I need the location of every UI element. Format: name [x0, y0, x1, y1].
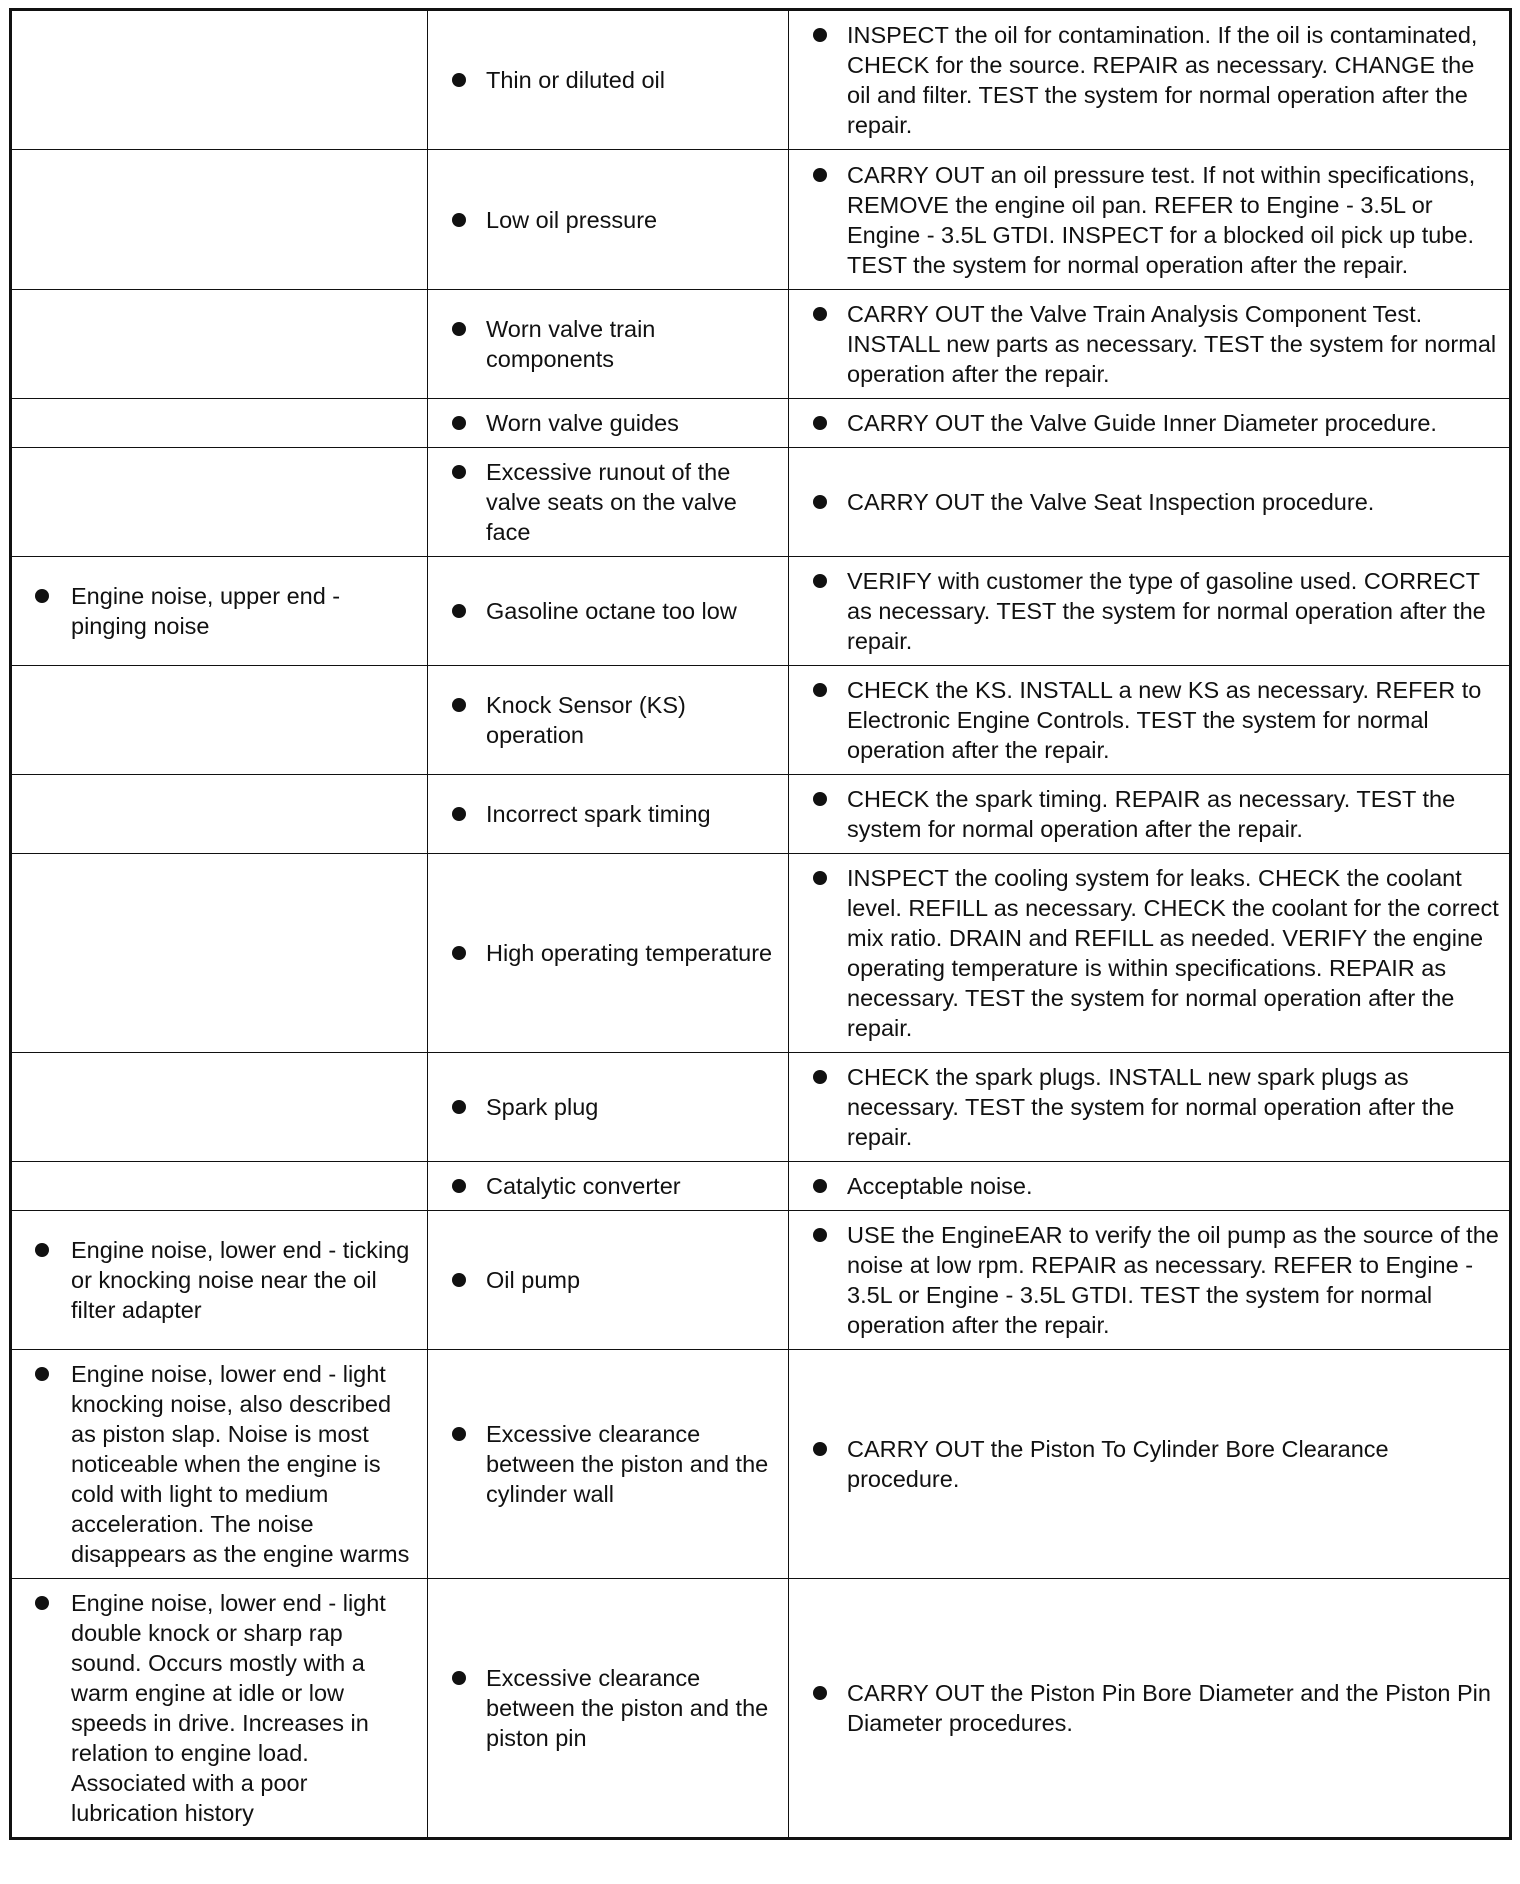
bullet-icon [452, 604, 466, 618]
bullet-icon [813, 28, 827, 42]
condition-content [12, 572, 427, 650]
possible-source-cell [428, 150, 789, 290]
possible-source-cell [428, 10, 789, 150]
possible-source-text: Oil pump [486, 1267, 581, 1293]
action-cell [789, 1162, 1511, 1211]
bullet-icon [452, 322, 466, 336]
bullet-item [428, 408, 782, 438]
bullet-item [12, 1235, 421, 1325]
condition-cell [11, 399, 428, 448]
bullet-icon [452, 807, 466, 821]
action-cell [789, 290, 1511, 399]
bullet-icon [452, 698, 466, 712]
action-cell [789, 448, 1511, 557]
condition-cell [11, 1579, 428, 1839]
condition-content [12, 1579, 427, 1837]
possible-source-content [428, 587, 788, 635]
table-row [11, 448, 1511, 557]
possible-source-content [428, 1654, 788, 1762]
action-content [789, 557, 1509, 665]
possible-source-content [428, 790, 788, 838]
bullet-item [789, 1171, 1503, 1201]
condition-cell [11, 448, 428, 557]
action-text: CARRY OUT an oil pressure test. If not within specifications, REMOVE the engine oil pan. REFER to Engine - 3.5L or Engine - 3.5L GTDI. INSPECT for a blocked oil pick up tube. TEST the system for normal operation after the repair. [847, 161, 1476, 278]
possible-source-content [428, 1083, 788, 1131]
bullet-icon [452, 416, 466, 430]
bullet-icon [813, 416, 827, 430]
condition-content [12, 1226, 427, 1334]
action-text: VERIFY with customer the type of gasoline used. CORRECT as necessary. TEST the system for normal operation after the repair. [847, 568, 1486, 654]
possible-source-content [428, 305, 788, 383]
condition-cell [11, 854, 428, 1053]
action-cell [789, 399, 1511, 448]
bullet-icon [813, 1442, 827, 1456]
bullet-item [789, 1220, 1503, 1340]
table-row [11, 1053, 1511, 1162]
table-row [11, 1211, 1511, 1350]
bullet-item [789, 160, 1503, 280]
bullet-icon [452, 73, 466, 87]
possible-source-text: Worn valve guides [486, 410, 679, 436]
condition-cell [11, 666, 428, 775]
action-cell [789, 854, 1511, 1053]
action-text: CARRY OUT the Piston To Cylinder Bore Clearance procedure. [847, 1436, 1389, 1492]
table-row [11, 290, 1511, 399]
bullet-icon [35, 1596, 49, 1610]
action-content [789, 11, 1509, 149]
condition-cell [11, 1350, 428, 1579]
bullet-item [428, 1171, 782, 1201]
bullet-icon [813, 1228, 827, 1242]
condition-cell [11, 10, 428, 150]
bullet-icon [813, 1686, 827, 1700]
action-cell [789, 1579, 1511, 1839]
condition-cell [11, 1162, 428, 1211]
table-row [11, 557, 1511, 666]
possible-source-text: Worn valve train components [486, 316, 656, 372]
possible-source-text: Gasoline octane too low [486, 598, 737, 624]
action-text: INSPECT the oil for contamination. If the oil is contaminated, CHECK for the source. REPAIR as necessary. CHANGE the oil and filter. TEST the system for normal operation after the repair. [847, 22, 1478, 138]
bullet-item [428, 690, 782, 750]
possible-source-text: Excessive runout of the valve seats on the valve face [486, 459, 737, 545]
bullet-icon [813, 168, 827, 182]
action-cell [789, 1053, 1511, 1162]
action-content [789, 1162, 1509, 1210]
bullet-icon [813, 683, 827, 697]
possible-source-content [428, 929, 788, 977]
possible-source-content [428, 681, 788, 759]
condition-text: Engine noise, upper end - pinging noise [71, 583, 341, 639]
bullet-icon [452, 1273, 466, 1287]
possible-source-cell [428, 399, 789, 448]
table-row [11, 399, 1511, 448]
table-row [11, 775, 1511, 854]
bullet-item [12, 1359, 421, 1569]
bullet-icon [813, 307, 827, 321]
bullet-icon [452, 1427, 466, 1441]
possible-source-content [428, 196, 788, 244]
bullet-item [789, 408, 1503, 438]
bullet-icon [452, 1671, 466, 1685]
possible-source-text: Incorrect spark timing [486, 801, 711, 827]
condition-cell [11, 1053, 428, 1162]
possible-source-cell [428, 448, 789, 557]
bullet-item [428, 596, 782, 626]
possible-source-cell [428, 557, 789, 666]
action-text: INSPECT the cooling system for leaks. CHECK the coolant level. REFILL as necessary. CHECK the coolant for the correct mix ratio. DRAIN and REFILL as needed. VERIFY the engine operating temperature is within specifications. REPAIR as necessary. TEST the system for normal operation after the repair. [847, 865, 1499, 1041]
action-cell [789, 666, 1511, 775]
action-content [789, 775, 1509, 853]
possible-source-content [428, 1410, 788, 1518]
action-cell [789, 775, 1511, 854]
action-text: CARRY OUT the Valve Train Analysis Component Test. INSTALL new parts as necessary. TEST the system for normal operation after the repair. [847, 301, 1497, 387]
action-cell [789, 1211, 1511, 1350]
bullet-item [428, 1092, 782, 1122]
action-content [789, 151, 1509, 289]
condition-text: Engine noise, lower end - light double knock or sharp rap sound. Occurs mostly with a warm engine at idle or low speeds in drive. Increases in relation to engine load. Associated with a poor lubrication history [71, 1590, 386, 1826]
bullet-icon [813, 495, 827, 509]
possible-source-cell [428, 290, 789, 399]
possible-source-text: Excessive clearance between the piston and the piston pin [486, 1665, 769, 1751]
action-content [789, 666, 1509, 774]
bullet-icon [813, 574, 827, 588]
bullet-icon [452, 465, 466, 479]
possible-source-content [428, 399, 788, 447]
bullet-item [428, 799, 782, 829]
bullet-icon [452, 1100, 466, 1114]
bullet-icon [35, 1367, 49, 1381]
bullet-icon [452, 946, 466, 960]
condition-text: Engine noise, lower end - light knocking noise, also described as piston slap. Noise is most noticeable when the engine is cold with light to medium acceleration. The noise disappears as the engine warms [71, 1361, 410, 1567]
bullet-item [12, 1588, 421, 1828]
action-cell [789, 150, 1511, 290]
possible-source-text: High operating temperature [486, 940, 773, 966]
possible-source-content [428, 1256, 788, 1304]
action-text: CARRY OUT the Valve Guide Inner Diameter procedure. [847, 410, 1437, 436]
condition-text: Engine noise, lower end - ticking or knocking noise near the oil filter adapter [71, 1237, 410, 1323]
bullet-item [789, 1678, 1503, 1738]
condition-cell [11, 1211, 428, 1350]
table-row [11, 150, 1511, 290]
action-cell [789, 10, 1511, 150]
action-text: CHECK the KS. INSTALL a new KS as necessary. REFER to Electronic Engine Controls. TEST the system for normal operation after the repair. [847, 677, 1482, 763]
possible-source-cell [428, 854, 789, 1053]
possible-source-content [428, 56, 788, 104]
possible-source-text: Knock Sensor (KS) operation [486, 692, 686, 748]
action-text: CARRY OUT the Piston Pin Bore Diameter and the Piston Pin Diameter procedures. [847, 1680, 1491, 1736]
possible-source-text: Thin or diluted oil [486, 67, 665, 93]
possible-source-cell [428, 1053, 789, 1162]
bullet-item [789, 784, 1503, 844]
action-text: Acceptable noise. [847, 1173, 1033, 1199]
bullet-item [428, 1419, 782, 1509]
possible-source-text: Low oil pressure [486, 206, 658, 233]
action-content [789, 290, 1509, 398]
diagnosis-table-body [11, 10, 1511, 1839]
condition-cell [11, 775, 428, 854]
bullet-item [789, 863, 1503, 1043]
bullet-icon [813, 1179, 827, 1193]
bullet-item [789, 566, 1503, 656]
action-cell [789, 557, 1511, 666]
possible-source-cell [428, 1579, 789, 1839]
action-content [789, 854, 1509, 1052]
bullet-item [789, 1434, 1503, 1494]
bullet-item [12, 581, 421, 641]
bullet-item [428, 314, 782, 374]
table-row [11, 666, 1511, 775]
table-row [11, 1350, 1511, 1579]
action-content [789, 399, 1509, 447]
action-text: CARRY OUT the Valve Seat Inspection procedure. [847, 489, 1375, 515]
bullet-icon [813, 871, 827, 885]
possible-source-content [428, 448, 788, 556]
bullet-item [428, 1265, 782, 1295]
bullet-icon [452, 1179, 466, 1193]
bullet-icon [452, 213, 466, 227]
possible-source-text: Catalytic converter [486, 1173, 681, 1199]
action-content [789, 1053, 1509, 1161]
bullet-item [428, 938, 782, 968]
possible-source-text: Spark plug [486, 1094, 599, 1120]
condition-cell [11, 150, 428, 290]
condition-cell [11, 557, 428, 666]
bullet-item [428, 205, 782, 235]
bullet-item [428, 65, 782, 95]
bullet-item [789, 1062, 1503, 1152]
action-text: CHECK the spark plugs. INSTALL new spark plugs as necessary. TEST the system for normal operation after the repair. [847, 1064, 1455, 1150]
action-content [789, 478, 1509, 526]
bullet-icon [35, 589, 49, 603]
possible-source-cell [428, 666, 789, 775]
action-cell [789, 1350, 1511, 1579]
possible-source-cell [428, 775, 789, 854]
possible-source-cell [428, 1350, 789, 1579]
possible-source-cell [428, 1162, 789, 1211]
action-content [789, 1425, 1509, 1503]
table-row [11, 1579, 1511, 1839]
bullet-icon [813, 1070, 827, 1084]
action-content [789, 1669, 1509, 1747]
bullet-item [789, 299, 1503, 389]
bullet-item [789, 487, 1503, 517]
table-row [11, 854, 1511, 1053]
diagnosis-table [9, 8, 1512, 1840]
action-text: USE the EngineEAR to verify the oil pump as the source of the noise at low rpm. REPAIR as necessary. REFER to Engine - 3.5L or Engine - 3.5L GTDI. TEST the system for normal operation after the repair. [847, 1222, 1499, 1338]
table-row [11, 10, 1511, 150]
table-row [11, 1162, 1511, 1211]
bullet-item [789, 675, 1503, 765]
bullet-icon [35, 1243, 49, 1257]
bullet-item [428, 1663, 782, 1753]
possible-source-cell [428, 1211, 789, 1350]
bullet-item [789, 20, 1503, 140]
action-text: CHECK the spark timing. REPAIR as necessary. TEST the system for normal operation after the repair. [847, 786, 1456, 842]
condition-content [12, 1350, 427, 1578]
possible-source-text: Excessive clearance between the piston and the cylinder wall [486, 1421, 769, 1507]
condition-cell [11, 290, 428, 399]
possible-source-content [428, 1162, 788, 1210]
action-content [789, 1211, 1509, 1349]
bullet-icon [813, 792, 827, 806]
bullet-item [428, 457, 782, 547]
